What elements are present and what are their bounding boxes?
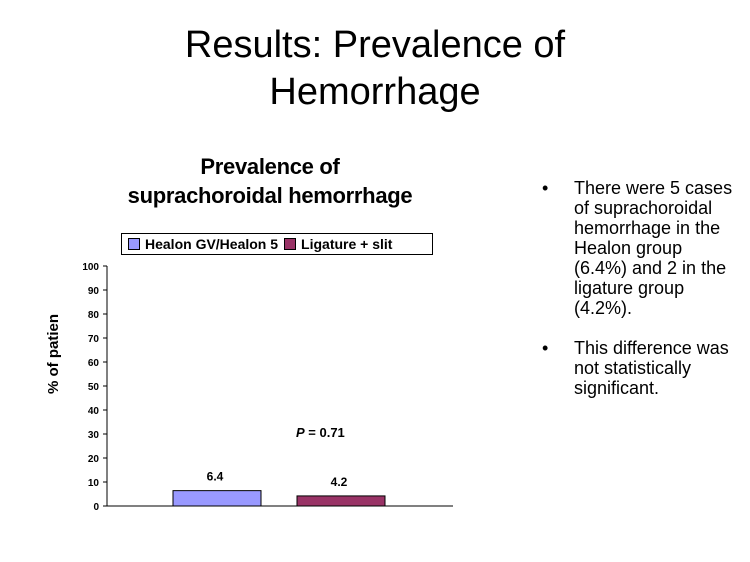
p-value-symbol: P: [296, 425, 305, 440]
chart-title-line-1: Prevalence of: [200, 154, 340, 179]
y-axis-label: % of patien: [45, 313, 62, 395]
bar-ligature: [297, 496, 385, 506]
p-value-annotation: [296, 425, 345, 440]
y-tick-label: 30: [87, 430, 99, 441]
bar-healon: [173, 491, 261, 506]
bullet-item: [540, 178, 740, 318]
y-tick-label: 100: [82, 262, 99, 273]
y-tick-label: 10: [87, 478, 99, 489]
slide-title-line-1: Results: Prevalence of: [184, 24, 566, 66]
legend-label-ligature: Ligature + slit: [301, 236, 393, 252]
data-label-healon: 6.4: [206, 469, 224, 484]
slide-title-line-2: Hemorrhage: [269, 71, 481, 113]
y-tick-label: 90: [87, 286, 99, 297]
bullet-list: [540, 178, 740, 418]
legend-label-healon: Healon GV/Healon 5: [145, 236, 279, 252]
y-tick-label: 40: [87, 406, 99, 417]
bullet-text-2: This difference was not statistically significant.: [574, 338, 729, 398]
bullet-item: [540, 338, 740, 398]
y-tick-label: 20: [87, 454, 99, 465]
p-value-number: = 0.71: [304, 425, 345, 440]
bullet-dot: •: [542, 178, 549, 198]
y-tick-label: 50: [87, 382, 99, 393]
bullet-dot: •: [542, 338, 549, 358]
bullet-text-1: There were 5 cases of suprachoroidal hemorrhage in the Healon group (6.4%) and 2 in the ligature group (4.2%).: [574, 178, 733, 318]
y-tick-label: 70: [87, 334, 99, 345]
y-tick-label: 60: [87, 358, 99, 369]
chart-title-line-2: suprachoroidal hemorrhage: [127, 183, 413, 208]
y-tick-label: 80: [87, 310, 99, 321]
y-tick-label: 0: [93, 502, 99, 513]
data-label-ligature: 4.2: [330, 474, 348, 489]
